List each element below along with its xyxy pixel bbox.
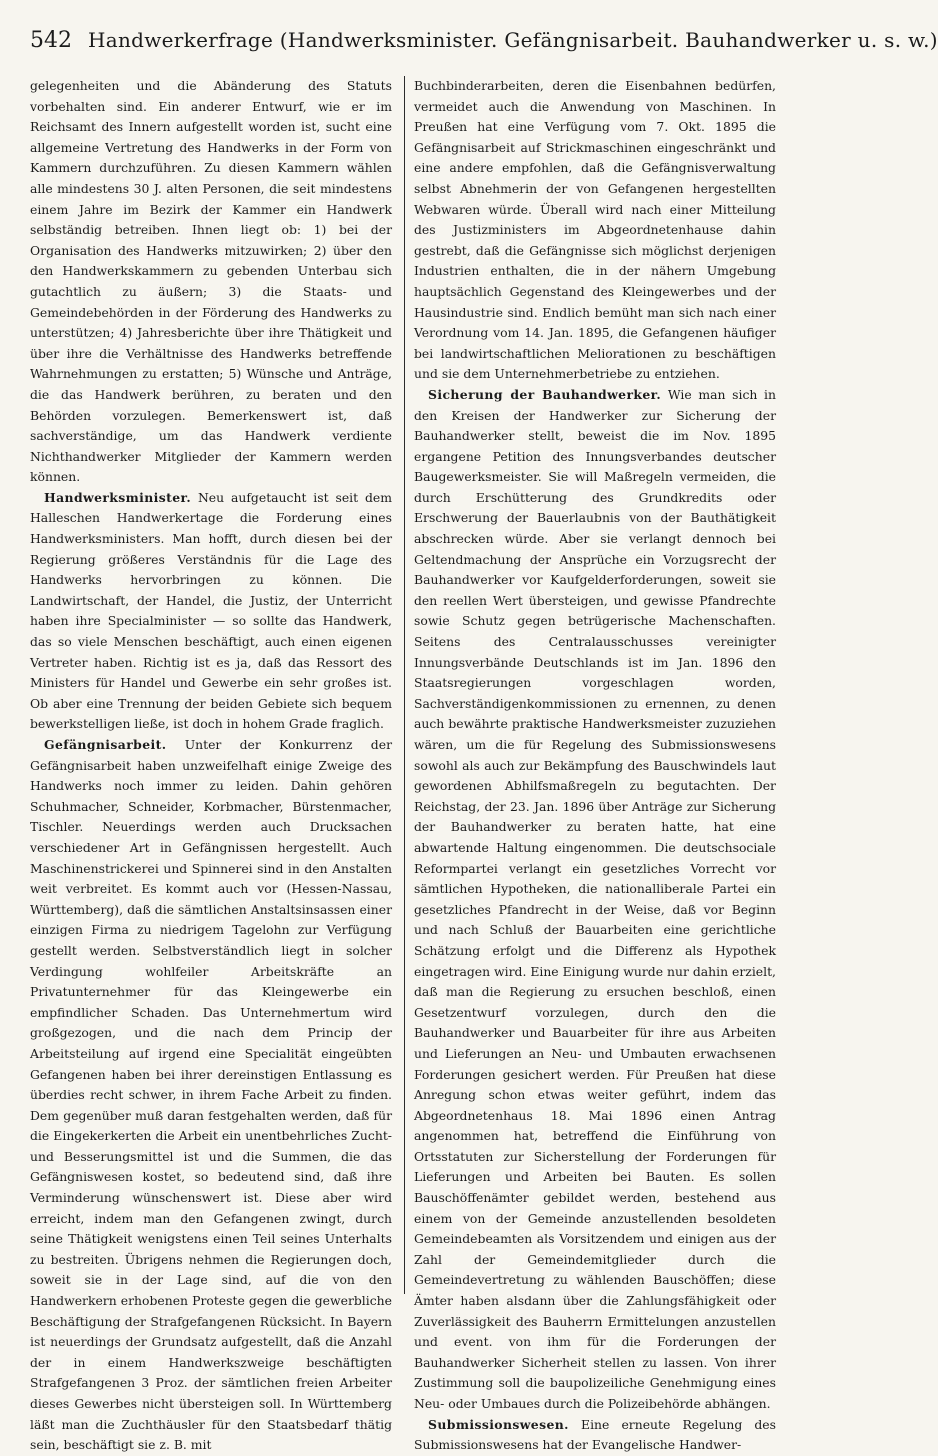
paragraph-text: Unter der Konkurrenz der Gefängnisarbeit haben unzweifelhaft einige Zweige des Handwerks noch immer zu leiden. Dahin gehören Schuhmacher, Schneider, Korbmacher, Bürstenmacher, Tischler. Neuerdings werden auch Drucksachen verschiedener Art in Gefängnissen hergestellt. Auch Maschinenstrickerei und Spinnerei sind in den Anstalten weit verbreitet. Es kommt auch vor (Hessen-Nassau, Württemberg), daß die sämtlichen Anstaltsinsassen einer einzigen Firma zu niedrigem Tagelohn zur Verfügung gestellt werden. Selbstverständlich liegt in solcher Verdingung wohlfeiler Arbeitskräfte an Privatunternehmer für das Kleingewerbe ein empfindlicher Schaden. Das Unternehmertum wird großgezogen, und die nach dem Princip der Arbeitsteilung auf irgend eine Specialität eingeübten Gefangenen haben bei ihrer dereinstigen Entlassung es überdies recht schwer, in ihrem Fache Arbeit zu finden. Dem gegenüber muß daran festgehalten werden, daß für die Eingekerkerten die Arbeit ein unentbehrliches Zucht- und Besserungsmittel ist und die Summen, die das Gefängniswesen kostet, so bedeutend sind, daß ihre Verminderung wünschenswert ist. Diese aber wird erreicht, indem man den Gefangenen zwingt, durch seine Thätigkeit wenigstens einen Teil seines Unterhalts zu bestreiten. Übrigens nehmen die Regierungen doch, soweit sie in der Lage sind, auf die von den Handwerkern erhobenen Proteste gegen die gewerbliche Beschäftigung der Strafgefangenen Rücksicht. In Bayern ist neuerdings der Grundsatz aufgestellt, daß die Anzahl der in einem Handwerkszweige beschäftigten Strafgefangenen 3 Proz. der sämtlichen freien Arbeiter dieses Gewerbes nicht übersteigen soll. In Württemberg läßt man die Zuchthäusler für den Staatsbedarf thätig sein, beschäftigt sie z. B. mit — [30, 737, 392, 1453]
section-heading: Gefängnisarbeit. — [44, 737, 167, 752]
paragraph-text: gelegenheiten und die Abänderung des Statuts vorbehalten sind. Ein anderer Entwurf, wie er im Reichsamt des Innern aufgestellt worden ist, sucht eine allgemeine Vertretung des Handwerks in der Form von Kammern durchzuführen. Zu diesen Kammern wählen alle mindestens 30 J. alten Personen, die seit mindestens einem Jahre im Bezirk der Kammer ein Handwerk selbständig betreiben. Ihnen liegt ob: 1) bei der Organisation des Handwerks mitzuwirken; 2) über den den Handwerkskammern zu gebenden Unterbau sich gutachtlich zu äußern; 3) die Staats- und Gemeindebehörden in der Förderung des Handwerks zu unterstützen; 4) Jahresberichte über ihre Thätigkeit und über ihre die Verhältnisse des Handwerks betreffende Wahrnehmungen zu erstatten; 5) Wünsche und Anträge, die das Handwerk berühren, zu beraten und den Behörden vorzulegen. Bemerkenswert ist, daß sachverständige, um das Handwerk verdiente Nichthandwerker Mitglieder der Kammern werden können. — [30, 78, 392, 485]
section-heading: Sicherung der Bauhandwerker. — [428, 386, 662, 402]
section-gefaengnisarbeit — [30, 735, 392, 1456]
paragraph-gefaengnis-cont — [414, 76, 776, 385]
paragraph-kammern — [30, 76, 392, 488]
column-divider — [404, 76, 405, 1294]
paragraph-text: Neu aufgetaucht ist seit dem Halleschen Handwerkertage die Forderung eines Handwerksministers. Man hofft, durch diesen bei der Regierung größeres Verständnis für die Lage des Handwerks hervorbringen zu können. Die Landwirtschaft, der Handel, die Justiz, der Unterricht haben ihre Specialminister — so sollte das Handwerk, das so viele Menschen beschäftigt, auch einen eigenen Vertreter haben. Richtig ist es ja, daß das Ressort des Ministers für Handel und Gewerbe ein sehr großes ist. Ob aber eine Trennung der beiden Gebiete sich bequem bewerkstelligen ließe, ist doch in hohem Grade fraglich. — [30, 489, 392, 732]
section-submissionswesen — [414, 1415, 776, 1456]
right-column — [414, 76, 776, 1453]
paragraph-text: Wie man sich in den Kreisen der Handwerker zur Sicherung der Bauhandwerker stellt, beweist die im Nov. 1895 ergangene Petition des Innungsverbandes deutscher Baugewerksmeister. Sie will Maßregeln vermeiden, die durch Erschütterung des Grundkredits oder Erschwerung der Bauerlaubnis von der Bauthätigkeit abschrecken würde. Aber sie verlangt dennoch bei Geltendmachung der Ansprüche ein Vorzugsrecht der Bauhandwerker vor Kaufgelderforderungen, soweit sie den reellen Wert übersteigen, und gewisse Pfandrechte sowie Schutz gegen betrügerische Machenschaften. Seitens des Centralausschusses vereinigter Innungsverbände Deutschlands ist im Jan. 1896 den Staatsregierungen vorgeschlagen worden, Sachverständigenkommissionen zu ernennen, zu denen auch bewährte praktische Handwerksmeister zuzuziehen wären, um die für Regelung des Submissionswesens sowohl als auch zur Bekämpfung des Bauschwindels laut gewordenen Abhilfsmaßregeln zu begutachten. Der Reichstag, der 23. Jan. 1896 über Anträge zur Sicherung der Bauhandwerker zu beraten hatte, hat eine abwartende Haltung eingenommen. Die deutschsociale Reformpartei verlangt ein gesetzliches Vorrecht vor sämtlichen Hypotheken, die nationalliberale Partei ein gesetzliches Pfandrecht in der Weise, daß vor Beginn und nach Schluß der Bauarbeiten eine gerichtliche Schätzung erfolgt und die Differenz als Hypothek eingetragen wird. Eine Einigung wurde nur dahin erzielt, daß man die Regierung zu ersuchen beschloß, einen Gesetzentwurf vorzulegen, durch den die Bauhandwerker und Bauarbeiter für ihre aus Arbeiten und Lieferungen an Neu- und Umbauten erwachsenen Forderungen gesichert werden. Für Preußen hat diese Anregung schon etwas weiter geführt, indem das Abgeordnetenhaus 18. Mai 1896 einen Antrag angenommen hat, betreffend die Einführung von Ortsstatuten zur Sicherstellung der Forderungen für Lieferungen und Arbeiten bei Bauten. Es sollen Bauschöffenämter gebildet werden, bestehend aus einem von der Gemeinde anzustellenden besoldeten Gemeindebeamten als Vorsitzendem und einigen aus der Zahl der Gemeindemitglieder durch die Gemeindevertretung zu wählenden Bauschöffen; diese Ämter haben alsdann über die Zahlungsfähigkeit oder Zuverlässigkeit des Bauherrn Ermittelungen anzustellen und event. von ihm für die Forderungen der Bauhandwerker Sicherheit stellen zu lassen. Von ihrer Zustimmung soll die baupolizeiliche Genehmigung eines Neu- oder Umbaues durch die Polizeibehörde abhängen. — [414, 386, 776, 1411]
section-heading: Submissionswesen. — [428, 1416, 569, 1432]
section-bauhandwerker — [414, 385, 776, 1415]
page-header — [30, 28, 938, 64]
page-number: 542 — [30, 28, 72, 53]
paragraph-text: Eine erneute Regelung des Submissionswesens hat der Evangelische Handwer- — [414, 1416, 776, 1453]
section-handwerksminister — [30, 488, 392, 735]
paragraph-text: Buchbinderarbeiten, deren die Eisenbahnen bedürfen, vermeidet auch die Anwendung von Maschinen. In Preußen hat eine Verfügung vom 7. Okt. 1895 die Gefängnisarbeit auf Strickmaschinen eingeschränkt und eine andere empfohlen, daß die Gefängnisverwaltung selbst Abnehmerin der von Gefangenen hergestellten Webwaren würde. Überall wird nach einer Mitteilung des Justizministers im Abgeordnetenhause dahin gestrebt, daß die Gefängnisse sich möglichst derjenigen Industrien enthalten, die in der nähern Umgebung hauptsächlich Gegenstand des Kleingewerbes und der Hausindustrie sind. Endlich bemüht man sich nach einer Verordnung vom 14. Jan. 1895, die Gefangenen häufiger bei landwirtschaftlichen Meliorationen zu beschäftigen und sie dem Unternehmerbetriebe zu entziehen. — [414, 78, 776, 382]
section-heading: Handwerksminister. — [44, 489, 192, 505]
left-column — [30, 76, 392, 1453]
running-title: Handwerkerfrage (Handwerksminister. Gefängnisarbeit. Bauhandwerker u. s. w.) — [88, 28, 938, 52]
